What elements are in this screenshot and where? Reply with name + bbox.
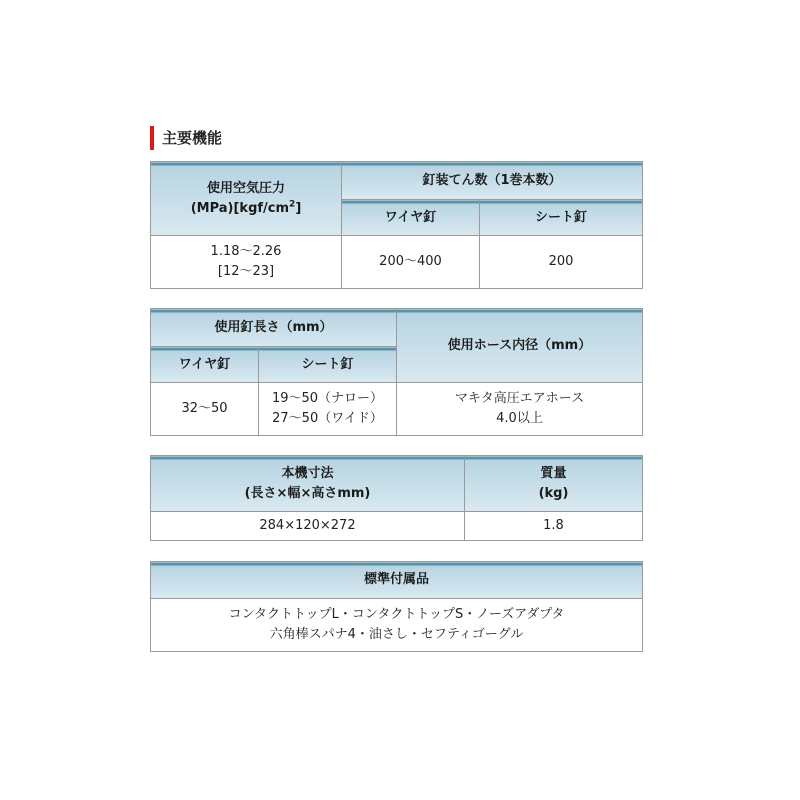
accessories-value: コンタクトトップL・コンタクトトップS・ノーズアダプタ 六角棒スパナ4・油さし・セフティゴーグル	[151, 599, 643, 652]
accessories-table	[150, 561, 643, 652]
nail-capacity-header: 釘装てん数（1巻本数）	[342, 162, 643, 200]
dimensions-mass-table	[150, 455, 643, 541]
hose-diameter-value: マキタ高圧エアホース 4.0以上	[397, 383, 643, 436]
nail-length-header: 使用釘長さ（mm）	[151, 309, 397, 347]
dimensions-value: 284×120×272	[151, 512, 465, 541]
air-pressure-header	[151, 162, 342, 236]
wire-nail-length-value: 32～50	[151, 383, 259, 436]
hose-diameter-header: 使用ホース内径（mm）	[397, 309, 643, 383]
nail-length-hose-table	[150, 308, 643, 436]
sheet-nail-capacity-value: 200	[480, 236, 643, 289]
air-pressure-capacity-table	[150, 161, 643, 289]
mass-header: 質量 (kg)	[465, 456, 643, 512]
air-pressure-value: 1.18～2.26 [12～23]	[151, 236, 342, 289]
sheet-nail-header: シート釘	[480, 200, 643, 236]
mass-value: 1.8	[465, 512, 643, 541]
air-pressure-header-label: 使用空気圧力	[206, 180, 285, 196]
sheet-nail-length-value: 19～50（ナロー） 27～50（ワイド）	[259, 383, 397, 436]
section-title: 主要機能	[150, 126, 222, 150]
air-pressure-header-unit: $(MPa)[kgf/cm^2]$	[190, 199, 302, 216]
wire-nail-header: ワイヤ釘	[342, 200, 480, 236]
accessories-header: 標準付属品	[151, 562, 643, 599]
sheet-nail-header: シート釘	[259, 347, 397, 383]
wire-nail-header: ワイヤ釘	[151, 347, 259, 383]
wire-nail-capacity-value: 200～400	[342, 236, 480, 289]
dimensions-header: 本機寸法 (長さ×幅×高さmm)	[151, 456, 465, 512]
